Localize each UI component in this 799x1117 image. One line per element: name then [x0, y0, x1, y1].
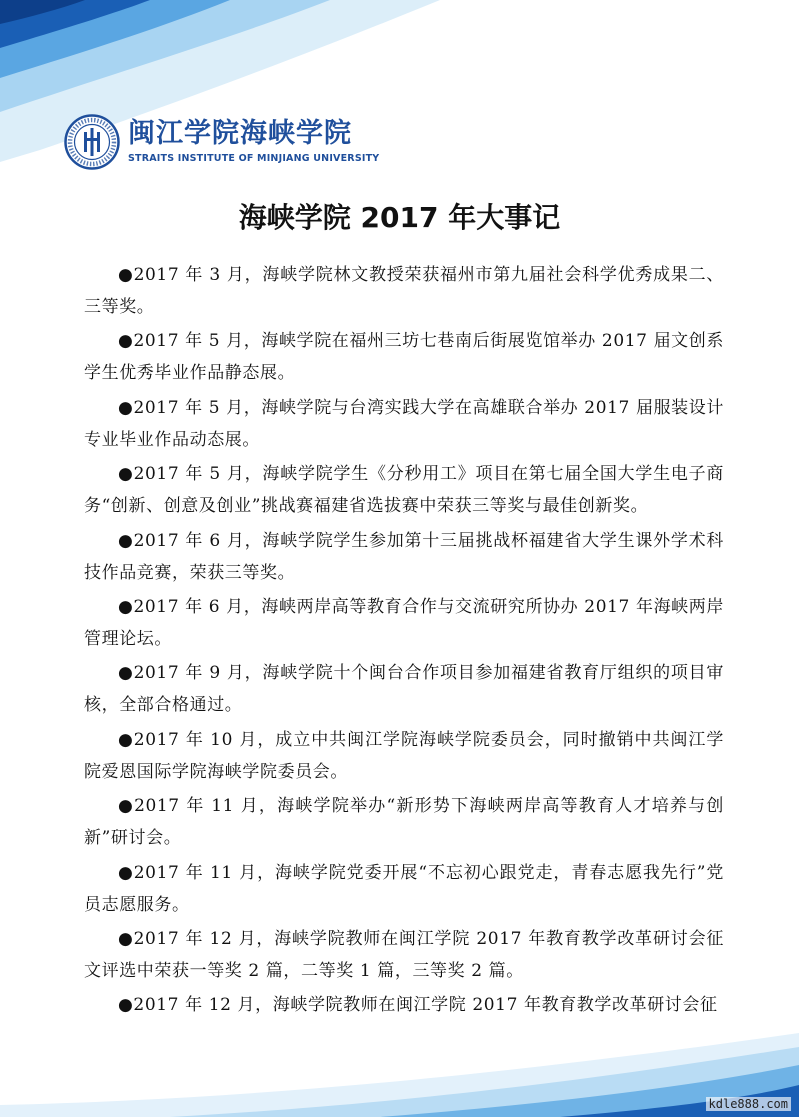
- event-item: ●2017 年 5 月，海峡学院学生《分秒用工》项目在第七届全国大学生电子商务“创新、创意及创业”挑战赛福建省选拔赛中荣获三等奖与最佳创新奖。: [84, 464, 724, 517]
- event-item: ●2017 年 6 月，海峡两岸高等教育合作与交流研究所协办 2017 年海峡两岸管理论坛。: [84, 596, 724, 649]
- institution-logo: [64, 112, 379, 172]
- event-list: [84, 259, 724, 1024]
- event-item: ●2017 年 11 月，海峡学院举办“新形势下海峡两岸高等教育人才培养与创新”研讨会。: [84, 796, 724, 849]
- event-item: ●2017 年 6 月，海峡学院学生参加第十三届挑战杯福建省大学生课外学术科技作品竞赛，荣获三等奖。: [84, 530, 724, 583]
- event-item: ●2017 年 3 月，海峡学院林文教授荣获福州市第九届社会科学优秀成果二、三等奖。: [84, 265, 724, 317]
- event-item: ●2017 年 11 月，海峡学院党委开展“不忘初心跟党走，青春志愿我先行”党员志愿服务。: [84, 862, 724, 915]
- document-title: 海峡学院 2017 年大事记: [238, 201, 561, 234]
- logo-english-name: STRAITS INSTITUTE OF MINJIANG UNIVERSITY: [128, 153, 380, 164]
- event-item: ●2017 年 5 月，海峡学院与台湾实践大学在高雄联合举办 2017 届服装设计专业毕业作品动态展。: [84, 397, 724, 450]
- top-wave-decoration: [0, 0, 799, 220]
- event-item: ●2017 年 9 月，海峡学院十个闽台合作项目参加福建省教育厅组织的项目审核，全部合格通过。: [84, 663, 724, 716]
- event-item: ●2017 年 10 月，成立中共闽江学院海峡学院委员会，同时撤销中共闽江学院爱恩国际学院海峡学院委员会。: [84, 729, 724, 782]
- event-item: ●2017 年 5 月，海峡学院在福州三坊七巷南后街展览馆举办 2017 届文创系学生优秀毕业作品静态展。: [84, 331, 724, 384]
- emblem-seal-icon: [64, 114, 120, 170]
- logo-chinese-name: 闽江学院海峡学院: [128, 118, 352, 149]
- event-item: ●2017 年 12 月，海峡学院教师在闽江学院 2017 年教育教学改革研讨会征文评选中荣获一等奖 2 篇，二等奖 1 篇，三等奖 2 篇。: [84, 928, 724, 981]
- event-item: ●2017 年 12 月，海峡学院教师在闽江学院 2017 年教育教学改革研讨会征: [118, 995, 718, 1016]
- site-watermark: kdle888.com: [706, 1097, 791, 1111]
